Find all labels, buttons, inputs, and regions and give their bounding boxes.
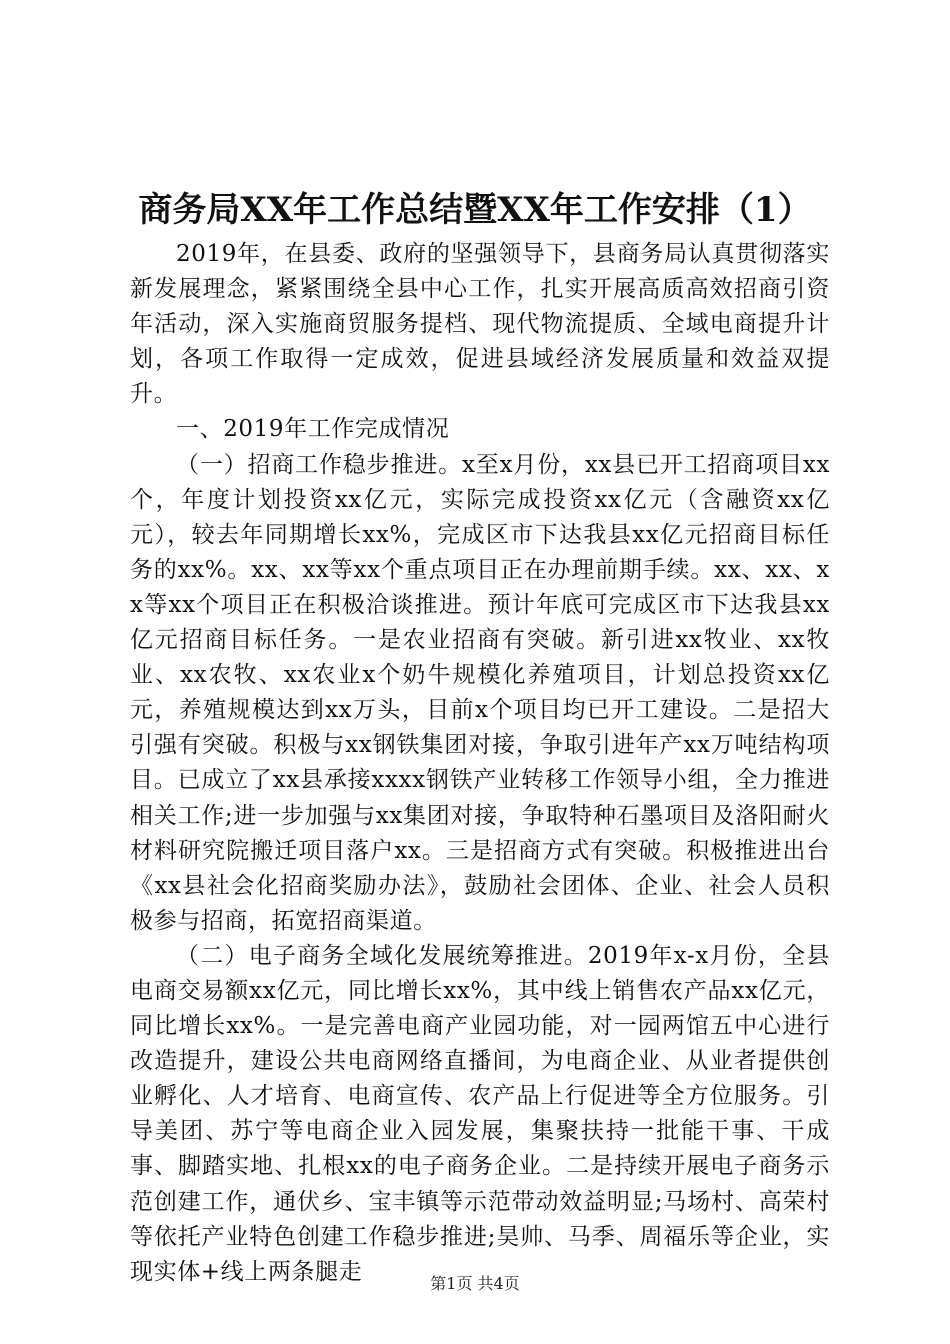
page-footer: 第1页 共4页 xyxy=(430,1274,520,1293)
ecommerce-paragraph: （二）电子商务全域化发展统筹推进。2019年x-x月份，全县电商交易额xx亿元，同比增长xx%，其中线上销售农产品xx亿元，同比增长xx%。一是完善电商产业园功能，对一园两馆五中心进行改造提升，建设公共电商网络直播间，为电商企业、从业者提供创业孵化、人才培育、电商宣传、农产品上行促进等全方位服务。引导美团、苏宁等电商企业入园发展，集聚扶持一批能干事、干成事、脚踏实地、扎根xx的电子商务企业。二是持续开展电子商务示范创建工作，通伏乡、宝丰镇等示范带动效益明显;马场村、高荣村等依托产业特色创建工作稳步推进;昊帅、马季、周福乐等企业，实现实体+线上两条腿走 xyxy=(130,942,830,1285)
document-title: 商务局XX年工作总结暨XX年工作安排（1） xyxy=(138,190,812,230)
investment-paragraph: （一）招商工作稳步推进。x至x月份，xx县已开工招商项目xx个，年度计划投资xx亿元，实际完成投资xx亿元（含融资xx亿元），较去年同期增长xx%，完成区市下达我县xx亿元招商目标任务的xx%。xx、xx等xx个重点项目正在办理前期手续。xx、xx、xx等xx个项目正在积极洽谈推进。预计年底可完成区市下达我县xx亿元招商目标任务。一是农业招商有突破。新引进xx牧业、xx牧业、xx农牧、xx农业x个奶牛规模化养殖项目，计划总投资xx亿元，养殖规模达到xx万头，目前x个项目均已开工建设。二是招大引强有突破。积极与xx钢铁集团对接，争取引进年产xx万吨结构项目。已成立了xx县承接xxxx钢铁产业转移工作领导小组，全力推进相关工作;进一步加强与xx集团对接，争取特种石墨项目及洛阳耐火材料研究院搬迁项目落户xx。三是招商方式有突破。积极推进出台《xx县社会化招商奖励办法》，鼓励社会团体、企业、社会人员积极参与招商，拓宽招商渠道。 xyxy=(130,451,830,934)
intro-paragraph: 2019年，在县委、政府的坚强领导下，县商务局认真贯彻落实新发展理念，紧紧围绕全县中心工作，扎实开展高质高效招商引资年活动，深入实施商贸服务提档、现代物流提质、全域电商提升计划，各项工作取得一定成效，促进县域经济发展质量和效益双提升。 xyxy=(130,241,830,408)
document-body xyxy=(130,237,830,1290)
section-heading: 一、2019年工作完成情况 xyxy=(176,416,450,443)
